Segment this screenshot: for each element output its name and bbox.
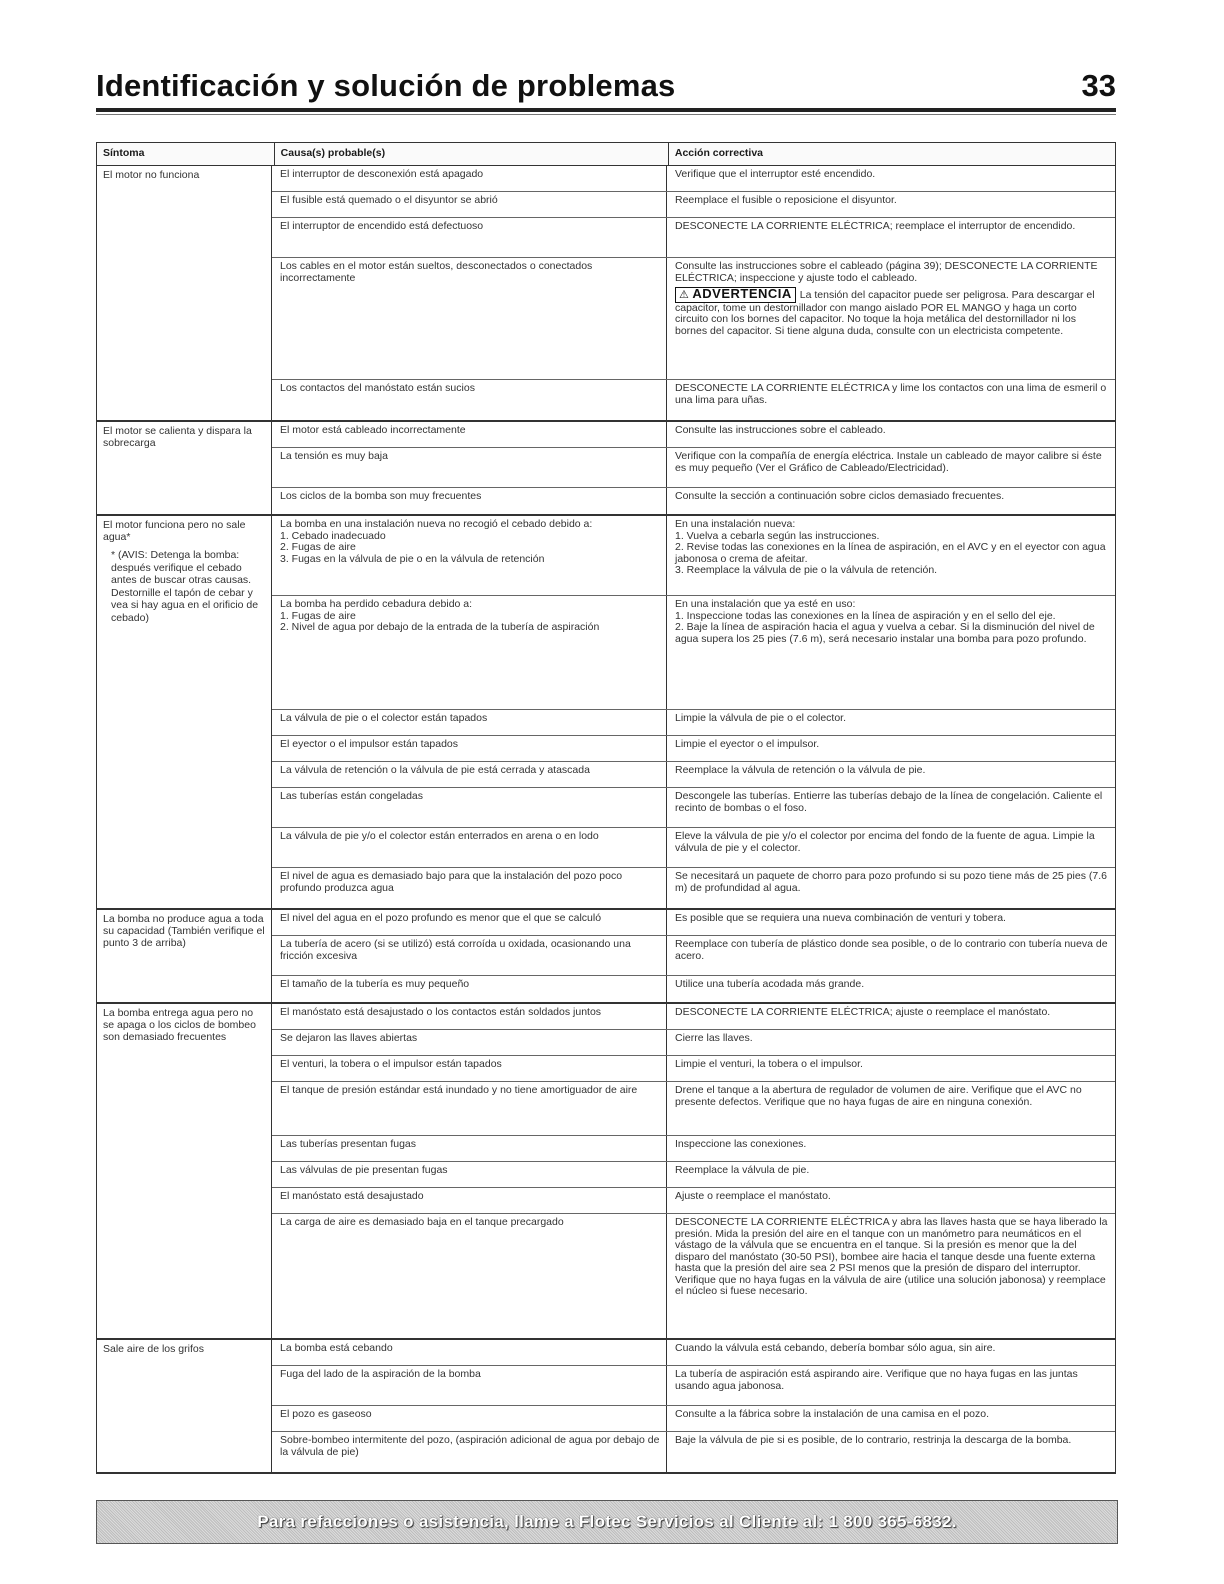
action-cell [667,380,1115,420]
troubleshooting-table [96,142,1116,1474]
footer-text: Para refacciones o asistencia, llame a Flotec Servicios al Cliente al: 1 800 365-6832. [257,1512,957,1531]
cause-cell: La bomba ha perdido cebadura debido a: 1. Fugas de aire 2. Nivel de agua por debajo de la entrada de la tubería de aspiración [272,596,667,709]
action-cell [667,910,1115,935]
symptom-cell [97,422,272,514]
action-cell [667,1366,1115,1405]
table-row [272,1136,1115,1162]
action-text: DESCONECTE LA CORRIENTE ELÉCTRICA; ajuste o reemplace el manóstato. [675,1006,1051,1018]
cause-cell: El manóstato está desajustado [272,1188,667,1213]
cause-cell: Los cables en el motor están sueltos, desconectados o conectados incorrectamente [272,258,667,379]
action-cell [667,828,1115,867]
cause-cell: Los contactos del manóstato están sucios [272,380,667,420]
action-text: Limpie la válvula de pie o el colector. [675,712,847,724]
symptom-cell [97,516,272,908]
table-row [272,1340,1115,1366]
column-header-symptom: Síntoma [103,147,145,159]
action-text: En una instalación nueva: 1. Vuelva a cebarla según las instrucciones. 2. Revise todas las conexiones en la línea de aspiración, en el AVC y en el eyector con agua jabonosa o crema de afeitar. 3. Reemplace la válvula de pie o la válvula de retención. [675,518,1106,576]
table-row [272,1214,1115,1338]
action-cell [667,976,1115,1002]
action-cell [667,488,1115,514]
symptom-text: Sale aire de los grifos [103,1343,204,1355]
symptom-cell [97,910,272,1002]
symptom-note: * (AVIS: Detenga la bomba: después verifique el cebado antes de buscar otras causas. Destornille el tapón de cebar y vea si hay agua en el orificio de cebado) [111,549,259,624]
table-row [272,936,1115,976]
table-row [272,710,1115,736]
action-text: Ajuste o reemplace el manóstato. [675,1190,831,1202]
table-row [272,422,1115,448]
table-row [272,1030,1115,1056]
action-text: Cuando la válvula está cebando, debería bombar sólo agua, sin aire. [675,1342,996,1354]
table-row [272,1162,1115,1188]
symptom-cell [97,1340,272,1472]
action-text: Cierre las llaves. [675,1032,753,1044]
cause-cell: Fuga del lado de la aspiración de la bomba [272,1366,667,1405]
table-row [272,762,1115,788]
action-cell [667,710,1115,735]
action-text: Reemplace la válvula de pie. [675,1164,810,1176]
table-row [272,828,1115,868]
action-cell [667,1082,1115,1135]
action-cell [667,1432,1115,1472]
action-cell [667,258,1115,379]
action-text: Reemplace con tubería de plástico donde sea posible, o de lo contrario con tubería nueva de acero. [675,938,1108,962]
action-cell [667,1188,1115,1213]
action-cell [667,1056,1115,1081]
warning-text: La tensión del capacitor puede ser peligrosa. Para descargar el capacitor, tome un destornillador con mango aislado POR EL MANGO y haga un corto circuito con los bornes del capacitor. No toque la hoja metálica del destornillador ni los bornes del capacitor. Si tiene alguna duda, consulte con un electricista competente. [675,289,1095,337]
cause-cell: El eyector o el impulsor están tapados [272,736,667,761]
title-rule [96,108,1116,112]
cause-cell: Se dejaron las llaves abiertas [272,1030,667,1055]
table-row [272,976,1115,1002]
cause-cell: Sobre-bombeo intermitente del pozo, (aspiración adicional de agua por debajo de la válvula de pie) [272,1432,667,1472]
table-row [272,910,1115,936]
symptom-cell [97,166,272,420]
title-rule-thin [96,114,1116,115]
column-header-action: Acción correctiva [668,143,1115,165]
symptom-group [96,422,1116,516]
cause-cell: El fusible está quemado o el disyuntor se abrió [272,192,667,217]
action-text: DESCONECTE LA CORRIENTE ELÉCTRICA y lime los contactos con una lima de esmeril o una lima para uñas. [675,382,1107,406]
action-cell [667,596,1115,709]
cause-cell: El manóstato está desajustado o los contactos están soldados juntos [272,1004,667,1029]
action-text: DESCONECTE LA CORRIENTE ELÉCTRICA; reemplace el interruptor de encendido. [675,220,1076,232]
action-text: Inspeccione las conexiones. [675,1138,807,1150]
symptom-text: El motor no funciona [103,169,200,181]
cause-cell: La válvula de retención o la válvula de pie está cerrada y atascada [272,762,667,787]
action-text: Reemplace el fusible o reposicione el disyuntor. [675,194,897,206]
action-text: Consulte a la fábrica sobre la instalación de una camisa en el pozo. [675,1408,990,1420]
cause-cell: Los ciclos de la bomba son muy frecuentes [272,488,667,514]
symptom-group [96,910,1116,1004]
cause-cell: El interruptor de desconexión está apagado [272,166,667,191]
action-cell [667,218,1115,257]
page-title: Identificación y solución de problemas [96,68,676,103]
page-header [96,68,1116,112]
cause-cell: El interruptor de encendido está defectuoso [272,218,667,257]
cause-cell: La válvula de pie y/o el colector están enterrados en arena o en lodo [272,828,667,867]
cause-cell: El tanque de presión estándar está inundado y no tiene amortiguador de aire [272,1082,667,1135]
table-row [272,448,1115,488]
action-cell [667,1162,1115,1187]
table-row [272,258,1115,380]
cause-cell: El pozo es gaseoso [272,1406,667,1431]
column-header-cause: Causa(s) probable(s) [274,143,668,165]
table-body [96,166,1116,1474]
action-text: Es posible que se requiera una nueva combinación de venturi y tobera. [675,912,1006,924]
action-text: Utilice una tubería acodada más grande. [675,978,865,990]
action-cell [667,1340,1115,1365]
table-row [272,868,1115,908]
table-row [272,380,1115,420]
action-text: Limpie el eyector o el impulsor. [675,738,820,750]
table-row [272,788,1115,828]
symptom-cell [97,1004,272,1338]
symptom-group [96,1340,1116,1474]
cause-cell: El nivel de agua es demasiado bajo para que la instalación del pozo poco profundo produzca agua [272,868,667,908]
action-text: En una instalación que ya esté en uso: 1. Inspeccione todas las conexiones en la línea de aspiración y en el sello del eje. 2. Baje la línea de aspiración hacia el agua y vuelva a cebar. Si la disminución del nivel de agua supera los 25 pies (7.6 m), será necesario instalar una bomba para pozo profundo. [675,598,1095,645]
warning-triangle-icon: ⚠ [679,289,690,301]
table-row [272,1432,1115,1472]
table-row [272,516,1115,596]
action-text: Consulte las instrucciones sobre el cableado. [675,424,886,436]
table-row [272,488,1115,514]
table-row [272,1366,1115,1406]
symptom-text: El motor funciona pero no sale agua* [103,519,246,543]
table-row [272,736,1115,762]
action-text: Baje la válvula de pie si es posible, de lo contrario, restrinja la descarga de la bomba. [675,1434,1072,1446]
action-text: Consulte la sección a continuación sobre ciclos demasiado frecuentes. [675,490,1005,502]
action-cell [667,788,1115,827]
action-cell [667,448,1115,487]
footer-banner [96,1500,1118,1544]
action-text: Se necesitará un paquete de chorro para pozo profundo si su pozo tiene más de 25 pies (7.6 m) de profundidad al agua. [675,870,1107,894]
table-header-row [96,142,1116,166]
action-cell [667,936,1115,975]
action-cell [667,868,1115,908]
cause-cell: Las tuberías están congeladas [272,788,667,827]
cause-cell: La bomba está cebando [272,1340,667,1365]
action-cell [667,1030,1115,1055]
warning-badge [675,287,796,303]
action-text: La tubería de aspiración está aspirando aire. Verifique que no haya fugas en las juntas usando agua jabonosa. [675,1368,1078,1392]
symptom-group [96,1004,1116,1340]
action-text: Limpie el venturi, la tobera o el impulsor. [675,1058,863,1070]
action-text: Descongele las tuberías. Entierre las tuberías debajo de la línea de congelación. Caliente el recinto de bombas o el foso. [675,790,1103,814]
action-text: Verifique que el interruptor esté encendido. [675,168,876,180]
table-row [272,192,1115,218]
action-text: Consulte las instrucciones sobre el cableado (página 39); DESCONECTE LA CORRIENTE ELÉCTRICA; inspeccione y ajuste todo el cableado. [675,260,1098,284]
action-cell [667,1136,1115,1161]
symptom-group [96,516,1116,910]
cause-cell: El tamaño de la tubería es muy pequeño [272,976,667,1002]
action-text: Drene el tanque a la abertura de regulador de volumen de aire. Verifique que el AVC no presente defectos. Verifique que no haya fugas de aire en ninguna conexión. [675,1084,1082,1108]
cause-cell: Las válvulas de pie presentan fugas [272,1162,667,1187]
action-cell [667,1004,1115,1029]
cause-cell: Las tuberías presentan fugas [272,1136,667,1161]
table-row [272,596,1115,710]
action-cell [667,1406,1115,1431]
action-cell [667,192,1115,217]
action-text: DESCONECTE LA CORRIENTE ELÉCTRICA y abra las llaves hasta que se haya liberado la presión. Mida la presión del aire en el tanque con un manómetro para neumáticos en el vástago de la válvula que se encuentra en el tanque. Si la presión es menor que la del disparo del manóstato (30-50 PSI), bombee aire hacia el tanque desde una fuente externa hasta que la presión del aire sea 2 PSI menos que la presión de disparo del interruptor. Verifique que no haya fugas en la válvula de aire (utilice una solución jabonosa) y reemplace el núcleo si fuese necesario. [675,1216,1108,1297]
symptom-text: El motor se calienta y dispara la sobrecarga [103,425,252,449]
action-cell [667,166,1115,191]
table-row [272,218,1115,258]
action-cell [667,422,1115,447]
action-cell [667,1214,1115,1338]
warning-label: ADVERTENCIA [692,286,792,301]
action-text: Eleve la válvula de pie y/o el colector por encima del fondo de la fuente de agua. Limpie la válvula de pie y el colector. [675,830,1095,854]
cause-cell: El nivel del agua en el pozo profundo es menor que el que se calculó [272,910,667,935]
cause-cell: La bomba en una instalación nueva no recogió el cebado debido a: 1. Cebado inadecuado 2. Fugas de aire 3. Fugas en la válvula de pie o en la válvula de retención [272,516,667,595]
table-row [272,1406,1115,1432]
symptom-group [96,166,1116,422]
cause-cell: El motor está cableado incorrectamente [272,422,667,447]
warning-block [675,287,1109,337]
action-text: Reemplace la válvula de retención o la válvula de pie. [675,764,926,776]
action-cell [667,736,1115,761]
symptom-text: La bomba entrega agua pero no se apaga o los ciclos de bombeo son demasiado frecuentes [103,1007,256,1043]
action-cell [667,516,1115,595]
table-row [272,166,1115,192]
table-row [272,1056,1115,1082]
cause-cell: El venturi, la tobera o el impulsor están tapados [272,1056,667,1081]
cause-cell: La tensión es muy baja [272,448,667,487]
table-row [272,1082,1115,1136]
symptom-text: La bomba no produce agua a toda su capacidad (También verifique el punto 3 de arriba) [103,913,265,949]
table-row [272,1188,1115,1214]
cause-cell: La tubería de acero (si se utilizó) está corroída u oxidada, ocasionando una fricción excesiva [272,936,667,975]
action-cell [667,762,1115,787]
table-row [272,1004,1115,1030]
action-text: Verifique con la compañía de energía eléctrica. Instale un cableado de mayor calibre si éste es muy pequeño (Ver el Gráfico de Cableado/Electricidad). [675,450,1102,474]
page-number: 33 [1081,68,1116,103]
cause-cell: La válvula de pie o el colector están tapados [272,710,667,735]
cause-cell: La carga de aire es demasiado baja en el tanque precargado [272,1214,667,1338]
